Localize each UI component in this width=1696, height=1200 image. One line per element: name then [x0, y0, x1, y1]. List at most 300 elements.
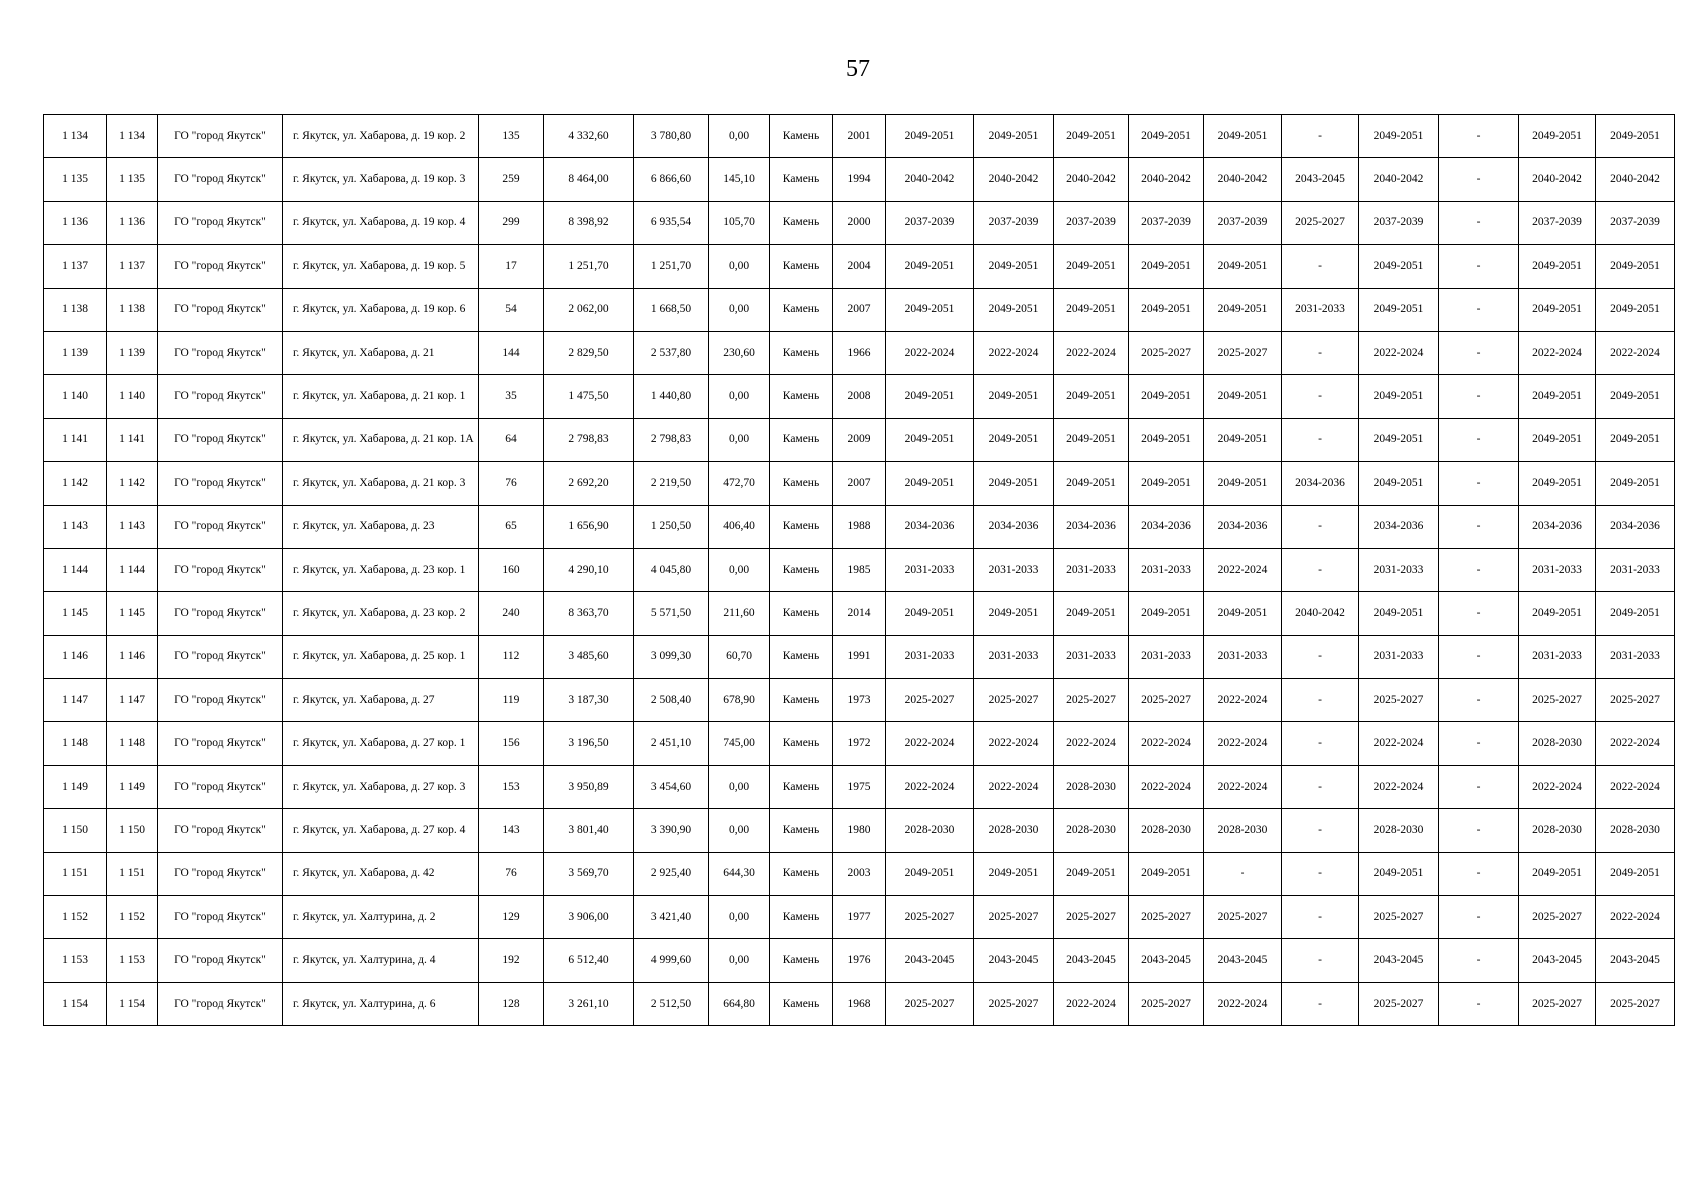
- cell-repair-period-10: 2022-2024: [1596, 722, 1675, 765]
- cell-repair-period-4: 2040-2042: [1129, 158, 1204, 201]
- cell-repair-period-9: 2031-2033: [1519, 548, 1596, 591]
- cell-repair-period-3: 2028-2030: [1054, 809, 1129, 852]
- table-row: [44, 418, 1675, 461]
- cell-repair-period-6: -: [1282, 852, 1359, 895]
- cell-repair-period-10: 2034-2036: [1596, 505, 1675, 548]
- cell-nonresidential-area: 145,10: [709, 158, 770, 201]
- cell-build-year: 2001: [833, 115, 886, 158]
- cell-municipality: ГО "город Якутск": [158, 331, 283, 374]
- cell-living-area: 6 866,60: [634, 158, 709, 201]
- cell-nonresidential-area: 0,00: [709, 375, 770, 418]
- cell-repair-period-9: 2049-2051: [1519, 462, 1596, 505]
- cell-repair-period-9: 2049-2051: [1519, 852, 1596, 895]
- cell-address: г. Якутск, ул. Хабарова, д. 21: [283, 331, 479, 374]
- cell-address: г. Якутск, ул. Хабарова, д. 21 кор. 1: [283, 375, 479, 418]
- cell-row-number: 1 136: [44, 201, 107, 244]
- cell-wall-material: Камень: [770, 722, 833, 765]
- cell-wall-material: Камень: [770, 765, 833, 808]
- cell-repair-period-7: 2049-2051: [1359, 245, 1439, 288]
- cell-repair-period-7: 2040-2042: [1359, 158, 1439, 201]
- cell-address: г. Якутск, ул. Хабарова, д. 21 кор. 1А: [283, 418, 479, 461]
- cell-repair-period-1: 2043-2045: [886, 939, 974, 982]
- cell-wall-material: Камень: [770, 331, 833, 374]
- cell-repair-period-7: 2037-2039: [1359, 201, 1439, 244]
- cell-repair-period-6: 2034-2036: [1282, 462, 1359, 505]
- cell-repair-period-1: 2049-2051: [886, 245, 974, 288]
- cell-repair-period-4: 2049-2051: [1129, 245, 1204, 288]
- cell-municipality: ГО "город Якутск": [158, 505, 283, 548]
- table-row: [44, 201, 1675, 244]
- cell-repair-period-7: 2049-2051: [1359, 115, 1439, 158]
- cell-wall-material: Камень: [770, 982, 833, 1025]
- cell-municipality: ГО "город Якутск": [158, 679, 283, 722]
- table-row: [44, 939, 1675, 982]
- cell-record-number: 1 148: [107, 722, 158, 765]
- cell-address: г. Якутск, ул. Хабарова, д. 19 кор. 6: [283, 288, 479, 331]
- cell-record-number: 1 144: [107, 548, 158, 591]
- cell-repair-period-5: 2049-2051: [1204, 375, 1282, 418]
- cell-row-number: 1 139: [44, 331, 107, 374]
- cell-repair-period-7: 2022-2024: [1359, 331, 1439, 374]
- cell-repair-period-5: 2049-2051: [1204, 115, 1282, 158]
- cell-repair-period-10: 2049-2051: [1596, 115, 1675, 158]
- cell-total-area: 3 801,40: [544, 809, 634, 852]
- cell-repair-period-9: 2028-2030: [1519, 722, 1596, 765]
- cell-row-number: 1 153: [44, 939, 107, 982]
- cell-repair-period-8: -: [1439, 331, 1519, 374]
- cell-repair-period-7: 2049-2051: [1359, 375, 1439, 418]
- cell-repair-period-3: 2049-2051: [1054, 462, 1129, 505]
- cell-record-number: 1 151: [107, 852, 158, 895]
- cell-total-area: 3 196,50: [544, 722, 634, 765]
- cell-repair-period-4: 2049-2051: [1129, 418, 1204, 461]
- cell-nonresidential-area: 0,00: [709, 245, 770, 288]
- cell-wall-material: Камень: [770, 462, 833, 505]
- cell-repair-period-2: 2025-2027: [974, 679, 1054, 722]
- cell-build-year: 1985: [833, 548, 886, 591]
- cell-wall-material: Камень: [770, 548, 833, 591]
- cell-nonresidential-area: 745,00: [709, 722, 770, 765]
- cell-build-year: 1988: [833, 505, 886, 548]
- cell-municipality: ГО "город Якутск": [158, 635, 283, 678]
- cell-repair-period-8: -: [1439, 679, 1519, 722]
- cell-repair-period-6: -: [1282, 809, 1359, 852]
- cell-repair-period-1: 2031-2033: [886, 635, 974, 678]
- cell-wall-material: Камень: [770, 115, 833, 158]
- cell-repair-period-10: 2049-2051: [1596, 592, 1675, 635]
- cell-row-number: 1 147: [44, 679, 107, 722]
- page-number: 57: [846, 56, 870, 82]
- cell-address: г. Якутск, ул. Хабарова, д. 19 кор. 2: [283, 115, 479, 158]
- cell-address: г. Якутск, ул. Хабарова, д. 21 кор. 3: [283, 462, 479, 505]
- cell-repair-period-6: -: [1282, 245, 1359, 288]
- cell-nonresidential-area: 230,60: [709, 331, 770, 374]
- cell-repair-period-7: 2049-2051: [1359, 852, 1439, 895]
- cell-wall-material: Камень: [770, 592, 833, 635]
- cell-repair-period-8: -: [1439, 201, 1519, 244]
- cell-repair-period-5: 2022-2024: [1204, 765, 1282, 808]
- cell-record-number: 1 154: [107, 982, 158, 1025]
- cell-repair-period-1: 2049-2051: [886, 288, 974, 331]
- cell-living-area: 5 571,50: [634, 592, 709, 635]
- cell-repair-period-10: 2037-2039: [1596, 201, 1675, 244]
- cell-repair-period-10: 2049-2051: [1596, 418, 1675, 461]
- cell-build-year: 1968: [833, 982, 886, 1025]
- cell-repair-period-1: 2025-2027: [886, 896, 974, 939]
- cell-record-number: 1 145: [107, 592, 158, 635]
- cell-living-area: 1 251,70: [634, 245, 709, 288]
- cell-repair-period-5: 2049-2051: [1204, 418, 1282, 461]
- cell-total-area: 3 261,10: [544, 982, 634, 1025]
- cell-row-number: 1 149: [44, 765, 107, 808]
- cell-nonresidential-area: 664,80: [709, 982, 770, 1025]
- cell-municipality: ГО "город Якутск": [158, 939, 283, 982]
- cell-repair-period-6: -: [1282, 896, 1359, 939]
- cell-record-number: 1 143: [107, 505, 158, 548]
- cell-wall-material: Камень: [770, 201, 833, 244]
- cell-nonresidential-area: 0,00: [709, 896, 770, 939]
- cell-living-area: 3 454,60: [634, 765, 709, 808]
- cell-row-number: 1 142: [44, 462, 107, 505]
- cell-repair-period-10: 2028-2030: [1596, 809, 1675, 852]
- cell-repair-period-7: 2049-2051: [1359, 592, 1439, 635]
- cell-repair-period-10: 2049-2051: [1596, 288, 1675, 331]
- cell-nonresidential-area: 0,00: [709, 765, 770, 808]
- cell-repair-period-4: 2031-2033: [1129, 635, 1204, 678]
- cell-repair-period-1: 2049-2051: [886, 418, 974, 461]
- cell-repair-period-9: 2022-2024: [1519, 331, 1596, 374]
- cell-row-number: 1 148: [44, 722, 107, 765]
- cell-repair-period-10: 2043-2045: [1596, 939, 1675, 982]
- cell-repair-period-3: 2022-2024: [1054, 722, 1129, 765]
- cell-repair-period-6: 2031-2033: [1282, 288, 1359, 331]
- cell-repair-period-5: 2043-2045: [1204, 939, 1282, 982]
- cell-repair-period-4: 2028-2030: [1129, 809, 1204, 852]
- cell-repair-period-10: 2031-2033: [1596, 635, 1675, 678]
- cell-repair-period-7: 2034-2036: [1359, 505, 1439, 548]
- cell-repair-period-4: 2022-2024: [1129, 722, 1204, 765]
- cell-municipality: ГО "город Якутск": [158, 115, 283, 158]
- cell-repair-period-8: -: [1439, 722, 1519, 765]
- cell-residents: 128: [479, 982, 544, 1025]
- cell-repair-period-4: 2049-2051: [1129, 852, 1204, 895]
- cell-residents: 76: [479, 852, 544, 895]
- cell-repair-period-8: -: [1439, 245, 1519, 288]
- cell-repair-period-8: -: [1439, 809, 1519, 852]
- cell-nonresidential-area: 678,90: [709, 679, 770, 722]
- cell-repair-period-6: -: [1282, 982, 1359, 1025]
- cell-total-area: 8 464,00: [544, 158, 634, 201]
- cell-repair-period-10: 2022-2024: [1596, 765, 1675, 808]
- cell-address: г. Якутск, ул. Хабарова, д. 19 кор. 5: [283, 245, 479, 288]
- cell-repair-period-9: 2049-2051: [1519, 418, 1596, 461]
- cell-repair-period-8: -: [1439, 375, 1519, 418]
- cell-total-area: 2 829,50: [544, 331, 634, 374]
- cell-repair-period-2: 2025-2027: [974, 982, 1054, 1025]
- cell-build-year: 2004: [833, 245, 886, 288]
- cell-repair-period-10: 2049-2051: [1596, 852, 1675, 895]
- cell-municipality: ГО "город Якутск": [158, 852, 283, 895]
- cell-repair-period-8: -: [1439, 288, 1519, 331]
- cell-build-year: 2008: [833, 375, 886, 418]
- cell-repair-period-4: 2043-2045: [1129, 939, 1204, 982]
- cell-repair-period-3: 2034-2036: [1054, 505, 1129, 548]
- cell-repair-period-9: 2049-2051: [1519, 288, 1596, 331]
- cell-wall-material: Камень: [770, 375, 833, 418]
- cell-wall-material: Камень: [770, 939, 833, 982]
- cell-address: г. Якутск, ул. Халтурина, д. 4: [283, 939, 479, 982]
- housing-register-table: [43, 114, 1675, 1026]
- cell-repair-period-1: 2025-2027: [886, 679, 974, 722]
- cell-residents: 143: [479, 809, 544, 852]
- cell-repair-period-2: 2022-2024: [974, 765, 1054, 808]
- cell-repair-period-10: 2040-2042: [1596, 158, 1675, 201]
- cell-repair-period-1: 2040-2042: [886, 158, 974, 201]
- cell-repair-period-2: 2031-2033: [974, 548, 1054, 591]
- cell-repair-period-6: -: [1282, 375, 1359, 418]
- cell-repair-period-9: 2025-2027: [1519, 679, 1596, 722]
- cell-repair-period-10: 2049-2051: [1596, 462, 1675, 505]
- cell-repair-period-4: 2022-2024: [1129, 765, 1204, 808]
- table-row: [44, 592, 1675, 635]
- cell-repair-period-1: 2049-2051: [886, 462, 974, 505]
- cell-repair-period-7: 2031-2033: [1359, 548, 1439, 591]
- cell-repair-period-3: 2031-2033: [1054, 548, 1129, 591]
- cell-repair-period-7: 2028-2030: [1359, 809, 1439, 852]
- cell-repair-period-5: 2049-2051: [1204, 462, 1282, 505]
- cell-repair-period-2: 2049-2051: [974, 592, 1054, 635]
- cell-living-area: 2 925,40: [634, 852, 709, 895]
- cell-wall-material: Камень: [770, 635, 833, 678]
- cell-nonresidential-area: 644,30: [709, 852, 770, 895]
- cell-build-year: 2003: [833, 852, 886, 895]
- cell-repair-period-8: -: [1439, 418, 1519, 461]
- cell-repair-period-2: 2049-2051: [974, 245, 1054, 288]
- cell-repair-period-3: 2025-2027: [1054, 896, 1129, 939]
- cell-residents: 64: [479, 418, 544, 461]
- table-row: [44, 462, 1675, 505]
- cell-repair-period-1: 2037-2039: [886, 201, 974, 244]
- table-row: [44, 331, 1675, 374]
- cell-address: г. Якутск, ул. Хабарова, д. 23: [283, 505, 479, 548]
- cell-repair-period-3: 2049-2051: [1054, 418, 1129, 461]
- cell-build-year: 1975: [833, 765, 886, 808]
- cell-build-year: 1991: [833, 635, 886, 678]
- table-row: [44, 982, 1675, 1025]
- cell-repair-period-5: 2022-2024: [1204, 982, 1282, 1025]
- cell-build-year: 1980: [833, 809, 886, 852]
- cell-residents: 144: [479, 331, 544, 374]
- cell-repair-period-7: 2031-2033: [1359, 635, 1439, 678]
- cell-total-area: 3 950,89: [544, 765, 634, 808]
- cell-address: г. Якутск, ул. Хабарова, д. 27 кор. 1: [283, 722, 479, 765]
- cell-repair-period-9: 2031-2033: [1519, 635, 1596, 678]
- table-row: [44, 765, 1675, 808]
- table-row: [44, 158, 1675, 201]
- cell-repair-period-6: 2040-2042: [1282, 592, 1359, 635]
- cell-total-area: 8 398,92: [544, 201, 634, 244]
- cell-repair-period-7: 2022-2024: [1359, 765, 1439, 808]
- cell-repair-period-4: 2034-2036: [1129, 505, 1204, 548]
- cell-build-year: 2009: [833, 418, 886, 461]
- cell-residents: 119: [479, 679, 544, 722]
- cell-residents: 153: [479, 765, 544, 808]
- cell-living-area: 2 537,80: [634, 331, 709, 374]
- cell-residents: 259: [479, 158, 544, 201]
- cell-repair-period-5: 2022-2024: [1204, 679, 1282, 722]
- cell-repair-period-2: 2049-2051: [974, 115, 1054, 158]
- cell-record-number: 1 142: [107, 462, 158, 505]
- cell-build-year: 1972: [833, 722, 886, 765]
- cell-repair-period-6: -: [1282, 679, 1359, 722]
- cell-total-area: 4 332,60: [544, 115, 634, 158]
- cell-repair-period-8: -: [1439, 765, 1519, 808]
- cell-build-year: 2014: [833, 592, 886, 635]
- cell-address: г. Якутск, ул. Халтурина, д. 2: [283, 896, 479, 939]
- cell-build-year: 1977: [833, 896, 886, 939]
- cell-repair-period-5: 2025-2027: [1204, 896, 1282, 939]
- cell-repair-period-6: -: [1282, 115, 1359, 158]
- cell-total-area: 2 692,20: [544, 462, 634, 505]
- cell-nonresidential-area: 0,00: [709, 418, 770, 461]
- cell-nonresidential-area: 472,70: [709, 462, 770, 505]
- cell-residents: 129: [479, 896, 544, 939]
- cell-repair-period-10: 2022-2024: [1596, 896, 1675, 939]
- cell-repair-period-1: 2025-2027: [886, 982, 974, 1025]
- cell-residents: 35: [479, 375, 544, 418]
- cell-repair-period-9: 2049-2051: [1519, 375, 1596, 418]
- cell-repair-period-1: 2028-2030: [886, 809, 974, 852]
- cell-municipality: ГО "город Якутск": [158, 548, 283, 591]
- cell-repair-period-2: 2043-2045: [974, 939, 1054, 982]
- cell-total-area: 3 569,70: [544, 852, 634, 895]
- cell-repair-period-1: 2022-2024: [886, 331, 974, 374]
- cell-repair-period-2: 2049-2051: [974, 288, 1054, 331]
- cell-repair-period-5: 2049-2051: [1204, 288, 1282, 331]
- cell-repair-period-8: -: [1439, 939, 1519, 982]
- cell-row-number: 1 151: [44, 852, 107, 895]
- cell-residents: 192: [479, 939, 544, 982]
- cell-repair-period-6: -: [1282, 939, 1359, 982]
- cell-wall-material: Камень: [770, 809, 833, 852]
- cell-repair-period-2: 2049-2051: [974, 852, 1054, 895]
- cell-repair-period-5: 2022-2024: [1204, 548, 1282, 591]
- table-row: [44, 635, 1675, 678]
- cell-nonresidential-area: 0,00: [709, 548, 770, 591]
- cell-repair-period-6: -: [1282, 331, 1359, 374]
- cell-repair-period-10: 2025-2027: [1596, 679, 1675, 722]
- cell-repair-period-9: 2025-2027: [1519, 896, 1596, 939]
- cell-repair-period-10: 2031-2033: [1596, 548, 1675, 591]
- cell-repair-period-9: 2037-2039: [1519, 201, 1596, 244]
- cell-wall-material: Камень: [770, 679, 833, 722]
- cell-living-area: 2 508,40: [634, 679, 709, 722]
- cell-row-number: 1 141: [44, 418, 107, 461]
- cell-residents: 240: [479, 592, 544, 635]
- cell-row-number: 1 134: [44, 115, 107, 158]
- cell-municipality: ГО "город Якутск": [158, 722, 283, 765]
- cell-repair-period-10: 2025-2027: [1596, 982, 1675, 1025]
- cell-repair-period-7: 2043-2045: [1359, 939, 1439, 982]
- cell-repair-period-5: 2034-2036: [1204, 505, 1282, 548]
- cell-repair-period-4: 2025-2027: [1129, 982, 1204, 1025]
- cell-record-number: 1 135: [107, 158, 158, 201]
- cell-repair-period-7: 2025-2027: [1359, 982, 1439, 1025]
- cell-residents: 112: [479, 635, 544, 678]
- table-row: [44, 896, 1675, 939]
- cell-living-area: 1 250,50: [634, 505, 709, 548]
- cell-record-number: 1 150: [107, 809, 158, 852]
- cell-wall-material: Камень: [770, 288, 833, 331]
- cell-wall-material: Камень: [770, 418, 833, 461]
- cell-record-number: 1 136: [107, 201, 158, 244]
- cell-total-area: 3 187,30: [544, 679, 634, 722]
- cell-total-area: 2 062,00: [544, 288, 634, 331]
- cell-record-number: 1 147: [107, 679, 158, 722]
- cell-wall-material: Камень: [770, 245, 833, 288]
- table-row: [44, 722, 1675, 765]
- cell-row-number: 1 143: [44, 505, 107, 548]
- cell-row-number: 1 154: [44, 982, 107, 1025]
- cell-repair-period-2: 2037-2039: [974, 201, 1054, 244]
- table-row: [44, 288, 1675, 331]
- cell-total-area: 8 363,70: [544, 592, 634, 635]
- table-row: [44, 679, 1675, 722]
- cell-repair-period-9: 2025-2027: [1519, 982, 1596, 1025]
- cell-row-number: 1 146: [44, 635, 107, 678]
- cell-repair-period-4: 2037-2039: [1129, 201, 1204, 244]
- cell-wall-material: Камень: [770, 158, 833, 201]
- cell-nonresidential-area: 0,00: [709, 809, 770, 852]
- cell-nonresidential-area: 0,00: [709, 115, 770, 158]
- cell-repair-period-8: -: [1439, 505, 1519, 548]
- cell-repair-period-7: 2025-2027: [1359, 679, 1439, 722]
- cell-repair-period-2: 2049-2051: [974, 418, 1054, 461]
- cell-living-area: 3 099,30: [634, 635, 709, 678]
- cell-living-area: 4 045,80: [634, 548, 709, 591]
- cell-total-area: 4 290,10: [544, 548, 634, 591]
- cell-wall-material: Камень: [770, 505, 833, 548]
- cell-repair-period-3: 2043-2045: [1054, 939, 1129, 982]
- cell-row-number: 1 140: [44, 375, 107, 418]
- cell-repair-period-6: -: [1282, 418, 1359, 461]
- cell-municipality: ГО "город Якутск": [158, 375, 283, 418]
- cell-record-number: 1 146: [107, 635, 158, 678]
- cell-repair-period-9: 2049-2051: [1519, 592, 1596, 635]
- cell-repair-period-9: 2040-2042: [1519, 158, 1596, 201]
- cell-repair-period-10: 2049-2051: [1596, 375, 1675, 418]
- cell-nonresidential-area: 60,70: [709, 635, 770, 678]
- cell-repair-period-4: 2049-2051: [1129, 115, 1204, 158]
- cell-residents: 17: [479, 245, 544, 288]
- cell-repair-period-2: 2025-2027: [974, 896, 1054, 939]
- cell-row-number: 1 145: [44, 592, 107, 635]
- cell-repair-period-4: 2031-2033: [1129, 548, 1204, 591]
- cell-repair-period-6: -: [1282, 548, 1359, 591]
- cell-living-area: 2 512,50: [634, 982, 709, 1025]
- cell-municipality: ГО "город Якутск": [158, 592, 283, 635]
- cell-repair-period-5: 2025-2027: [1204, 331, 1282, 374]
- cell-repair-period-3: 2049-2051: [1054, 245, 1129, 288]
- cell-wall-material: Камень: [770, 852, 833, 895]
- cell-municipality: ГО "город Якутск": [158, 288, 283, 331]
- cell-row-number: 1 137: [44, 245, 107, 288]
- cell-build-year: 1976: [833, 939, 886, 982]
- cell-municipality: ГО "город Якутск": [158, 462, 283, 505]
- cell-repair-period-6: -: [1282, 635, 1359, 678]
- cell-repair-period-3: 2040-2042: [1054, 158, 1129, 201]
- cell-repair-period-5: 2031-2033: [1204, 635, 1282, 678]
